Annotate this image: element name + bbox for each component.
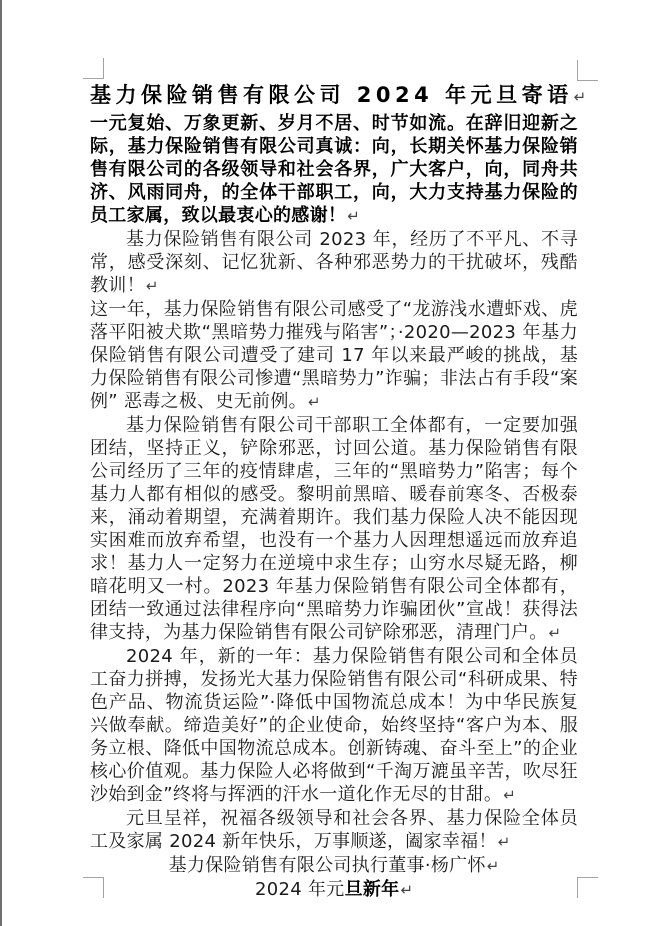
crop-mark-bottom-right-icon <box>577 877 598 898</box>
document-title-text: 基力保险销售有限公司 2024 年元旦寄语 <box>90 83 573 107</box>
signature-text: 基力保险销售有限公司执行董事·杨广怀 <box>168 855 486 876</box>
paragraph-mark-icon: ↵ <box>307 393 321 411</box>
signature-line <box>90 854 578 878</box>
paragraph-mark-icon: ↵ <box>548 624 562 642</box>
paragraph-text: 一元复始、万象更新、岁月不居、时节如流。在辞旧迎新之际，基力保险销售有限公司真诚：向，长期关怀基力保险销售有限公司的各级领导和社会各界，广大客户，向，同舟共济、风雨同舟，的全体干部职工，向，大力支持基力保险的员工家属，致以最衷心的感谢！ <box>90 113 578 226</box>
paragraph-mark-icon: ↵ <box>573 88 587 106</box>
paragraph-text: 基力保险销售有限公司干部职工全体都有，一定要加强团结，坚持正义，铲除邪恶，讨回公道。基力保险销售有限公司经历了三年的疫情肆虐，三年的“黑暗势力”陷害；每个基力人都有相似的感受。黎明前黑暗、暖春前寒冬、否极泰来，涌动着期望，充满着期许。我们基力保险人决不能因现实困难而放弃希望，也没有一个基力人因理想遥远而放弃追求！基力人一定努力在逆境中求生存；山穷水尽疑无路，柳暗花明又一村。2023 年基力保险销售有限公司全体都有，团结一致通过法律程序向“黑暗势力诈骗团伙”宣战！获得法律支持，为基力保险销售有限公司铲除邪恶，清理门户。 <box>90 415 578 643</box>
paragraph-mark-icon: ↵ <box>486 857 500 875</box>
paragraph-new-year-wishes <box>90 807 578 854</box>
paragraph-text: 元旦呈祥，祝福各级领导和社会各界、基力保险全体员工及家属 2024 新年快乐，万事顺遂，阖家幸福！ <box>90 808 578 852</box>
page-edge-line <box>0 0 2 926</box>
date-line <box>90 878 578 902</box>
paragraph-text: 这一年，基力保险销售有限公司感受了“龙游浅水遭虾戏、虎落平阳被犬欺“黑暗势力摧残与陷害”；·2020—2023 年基力保险销售有限公司遭受了建司 17 年以来最严峻的挑战，基力保险销售有限公司惨遭“黑暗势力”诈骗；非法占有手段“案例” 恶毒之极、史无前例。 <box>90 299 578 412</box>
crop-mark-top-right-icon <box>577 60 598 81</box>
paragraph-mark-icon: ↵ <box>497 833 511 851</box>
paragraph-2023-summary <box>90 228 578 298</box>
paragraph-unity-resolve <box>90 414 578 645</box>
paragraph-2024-outlook <box>90 645 578 807</box>
date-line-regular: 2024 年元 <box>254 879 345 900</box>
paragraph-opening-greeting <box>90 112 578 228</box>
paragraph-mark-icon: ↵ <box>400 881 414 899</box>
paragraph-mark-icon: ↵ <box>503 786 516 804</box>
paragraph-mark-icon: ↵ <box>145 277 159 295</box>
crop-mark-top-left-icon <box>83 58 104 79</box>
paragraph-text: 2024 年，新的一年：基力保险销售有限公司和全体员工奋力拼搏，发扬光大基力保险销售有限公司“科研成果、特色产品、物流货运险”·降低中国物流总成本！为中华民族复兴做奉献。缔造美好”的企业使命，始终坚持“客户为本、服务立根、降低中国物流总成本。创新铸魂、奋斗至上”的企业核心价值观。基力保险人必将做到“千淘万漉虽辛苦，吹尽狂沙始到金”终将与挥洒的汗水一道化作无尽的甘甜。 <box>90 646 578 805</box>
paragraph-2023-hardship <box>90 298 578 414</box>
paragraph-mark-icon: ↵ <box>347 207 360 225</box>
document-title <box>90 82 587 110</box>
paragraph-text: 基力保险销售有限公司 2023 年，经历了不平凡、不寻常，感受深刻、记忆犹新、各种邪恶势力的干扰破坏，残酷教训！ <box>90 229 578 296</box>
document-content <box>90 82 587 902</box>
date-line-bold: 旦新年 <box>344 879 400 900</box>
